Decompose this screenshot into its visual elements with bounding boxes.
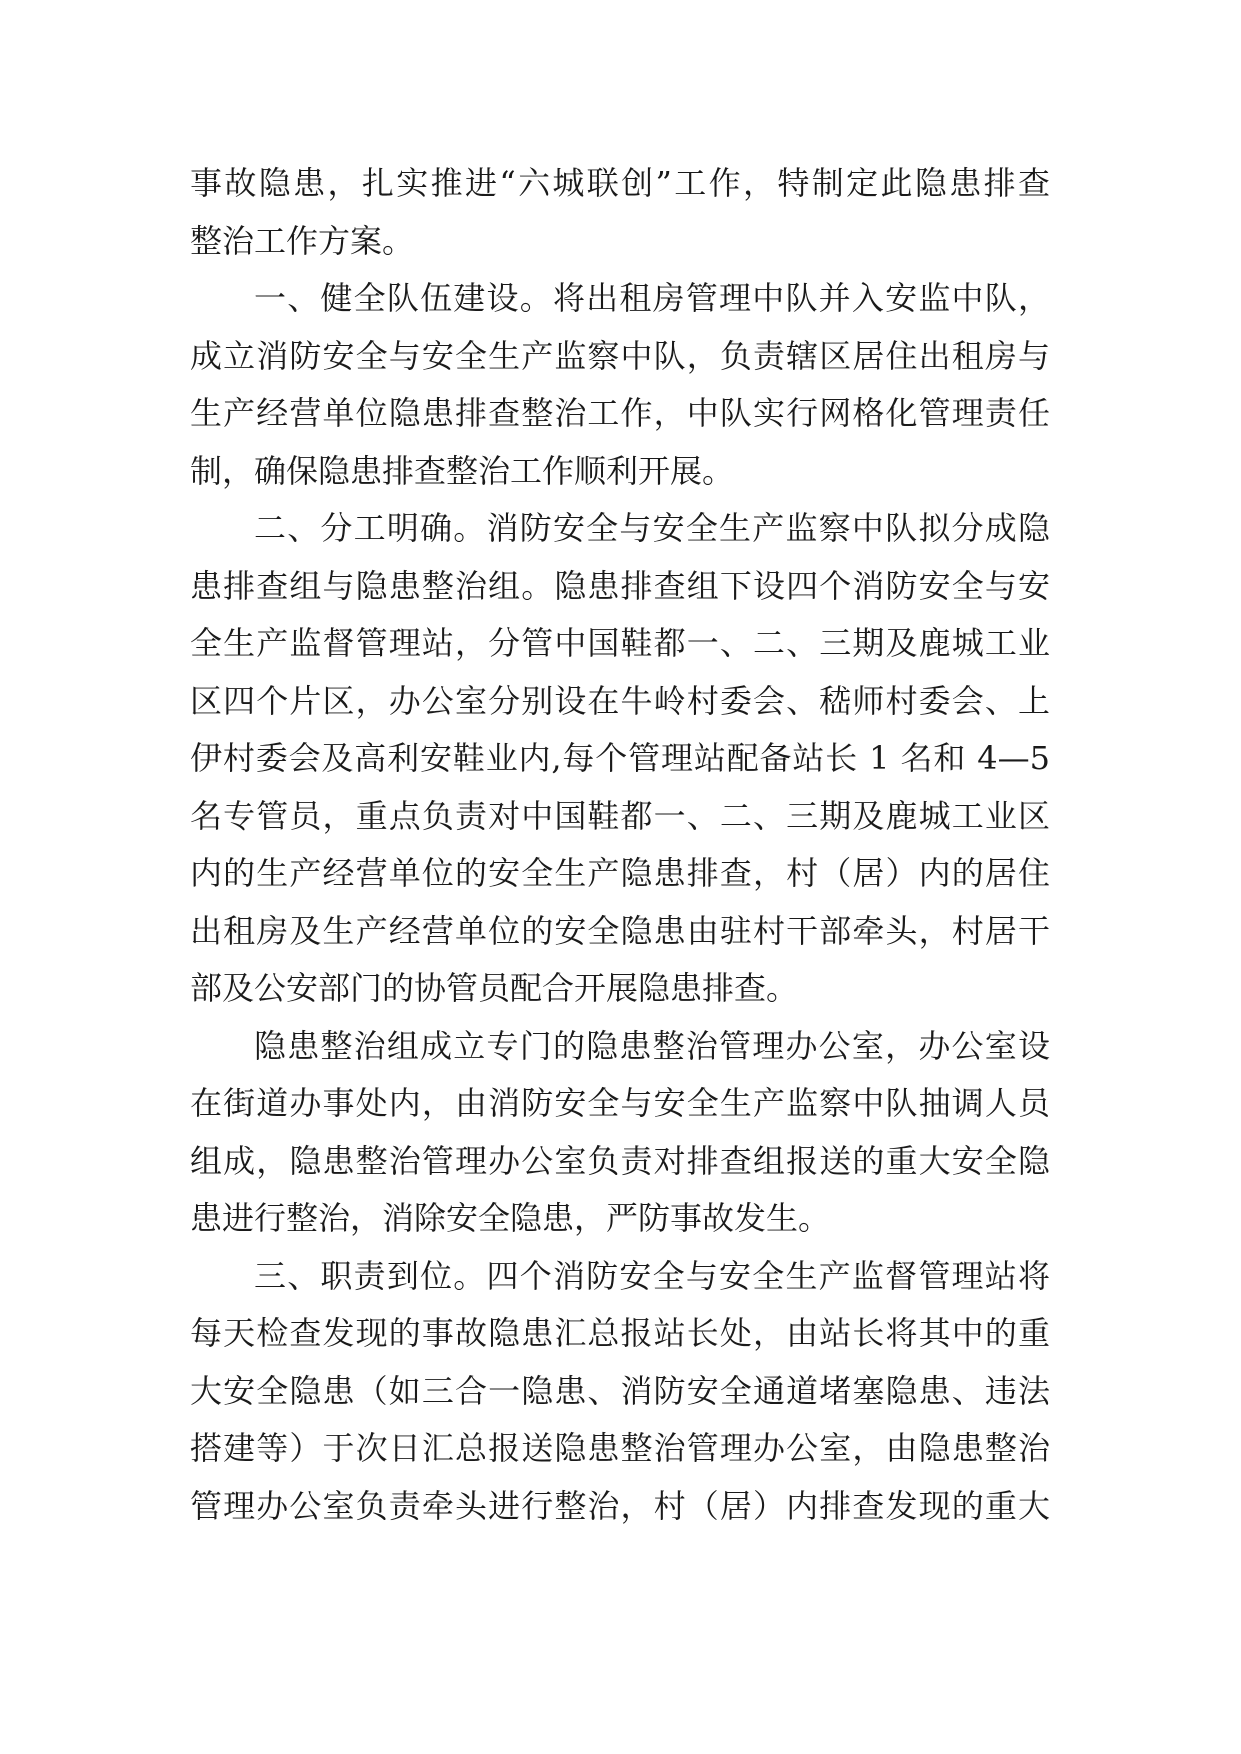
text-line: 内的生产经营单位的安全生产隐患排查，村（居）内的居住 xyxy=(190,854,1050,892)
text-line: 隐患整治组成立专门的隐患整治管理办公室，办公室设 xyxy=(254,1026,1050,1065)
text-line: 患排查组与隐患整治组。隐患排查组下设四个消防安全与安 xyxy=(190,566,1050,605)
text-line: 管理办公室负责牵头进行整治，村（居）内排查发现的重大 xyxy=(190,1486,1050,1525)
text-line: 大安全隐患（如三合一隐患、消防安全通道堵塞隐患、违法 xyxy=(190,1371,1050,1410)
document-body xyxy=(190,155,1050,1535)
text-line: 部及公安部门的协管员配合开展隐患排查。 xyxy=(190,969,799,1007)
text-line: 每天检查发现的事故隐患汇总报站长处，由站长将其中的重 xyxy=(190,1314,1050,1352)
text-line: 在街道办事处内，由消防安全与安全生产监察中队抽调人员 xyxy=(190,1084,1050,1122)
text-line: 整治工作方案。 xyxy=(190,221,415,260)
text-line: 区四个片区，办公室分别设在牛岭村委会、嵇师村委会、上 xyxy=(190,681,1050,720)
text-line: 制，确保隐患排查整治工作顺利开展。 xyxy=(190,451,735,490)
text-line: 事故隐患，扎实推进“六城联创”工作，特制定此隐患排查 xyxy=(190,164,1050,202)
text-line: 生产经营单位隐患排查整治工作，中队实行网格化管理责任 xyxy=(190,394,1050,432)
text-line: 成立消防安全与安全生产监察中队，负责辖区居住出租房与 xyxy=(190,336,1050,375)
text-line: 全生产监督管理站，分管中国鞋都一、二、三期及鹿城工业 xyxy=(190,624,1050,662)
text-line: 出租房及生产经营单位的安全隐患由驻村干部牵头，村居干 xyxy=(190,911,1050,950)
text-line: 三、职责到位。四个消防安全与安全生产监督管理站将 xyxy=(254,1256,1050,1295)
text-line: 一、健全队伍建设。将出租房管理中队并入安监中队， xyxy=(254,279,1050,317)
text-line: 伊村委会及高利安鞋业内,每个管理站配备站长 1 名和 4—5 xyxy=(190,739,1050,777)
text-line: 组成，隐患整治管理办公室负责对排查组报送的重大安全隐 xyxy=(190,1141,1050,1180)
text-line: 搭建等）于次日汇总报送隐患整治管理办公室，由隐患整治 xyxy=(190,1429,1050,1467)
text-line: 二、分工明确。消防安全与安全生产监察中队拟分成隐 xyxy=(254,509,1050,547)
text-line: 名专管员，重点负责对中国鞋都一、二、三期及鹿城工业区 xyxy=(190,796,1050,835)
text-line: 患进行整治，消除安全隐患，严防事故发生。 xyxy=(190,1199,831,1237)
